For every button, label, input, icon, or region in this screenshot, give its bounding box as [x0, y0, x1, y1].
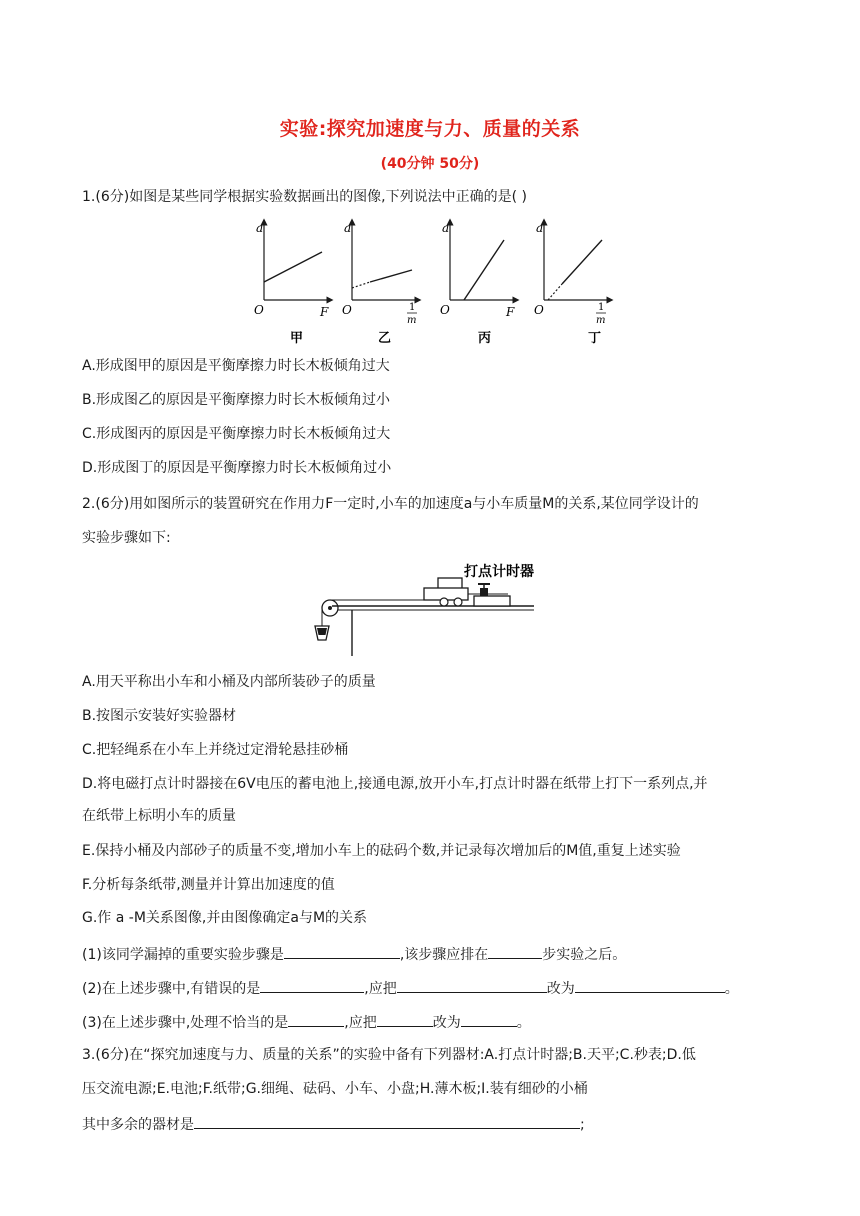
q2-sub1-text-c: 步实验之后。 — [542, 947, 627, 963]
q2-sub3-text-a: (3)在上述步骤中,处理不恰当的是 — [82, 1015, 289, 1031]
graph-jia-caption: 甲 — [290, 331, 304, 346]
q2-apparatus-figure — [312, 558, 552, 658]
graph-yi-xlabel-num: 1 — [409, 302, 416, 313]
graph-bing — [440, 221, 516, 346]
q2-sub2 — [82, 976, 739, 999]
graph-ding-dashed — [548, 284, 562, 300]
q3-line3 — [82, 1112, 585, 1135]
q3-stem-line1: 3.(6分)在“探究加速度与力、质量的关系”的实验中备有下列器材:A.打点计时器;B.天平;C.秒表;D.低 — [82, 1047, 696, 1063]
graph-ding-xlabel-den: m — [596, 315, 606, 326]
q2-sub1-text-b: ,该步骤应排在 — [399, 947, 489, 963]
q1-option-c: C.形成图丙的原因是平衡摩擦力时长木板倾角过大 — [82, 426, 391, 442]
q2-step-f: F.分析每条纸带,测量并计算出加速度的值 — [82, 877, 335, 893]
graph-jia-origin: O — [254, 303, 264, 317]
q2-sub3-blank2[interactable] — [377, 1010, 433, 1027]
ticker-timer — [474, 596, 510, 606]
q2-sub1-blank2[interactable] — [488, 942, 542, 959]
graph-yi-xlabel-den: m — [407, 315, 417, 326]
q2-step-e: E.保持小桶及内部砂子的质量不变,增加小车上的砝码个数,并记录每次增加后的M值,重复上述实验 — [82, 843, 681, 859]
graph-yi-dashed — [352, 282, 370, 288]
cart-wheel — [440, 598, 448, 606]
graph-ding-origin: O — [534, 303, 544, 317]
graph-yi-origin: O — [342, 303, 352, 317]
q3-line3-text-a: 其中多余的器材是 — [82, 1117, 194, 1133]
graph-ding-xlabel-num: 1 — [598, 302, 605, 313]
q1-graphs-figure — [252, 218, 672, 348]
q2-sub2-text-d: 。 — [724, 981, 739, 997]
graph-jia-line — [264, 252, 322, 282]
q1-option-a: A.形成图甲的原因是平衡摩擦力时长木板倾角过大 — [82, 358, 390, 374]
q1-option-d: D.形成图丁的原因是平衡摩擦力时长木板倾角过小 — [82, 460, 392, 476]
q2-sub1-text-a: (1)该同学漏掉的重要实验步骤是 — [82, 947, 284, 963]
q2-sub3-blank3[interactable] — [461, 1010, 517, 1027]
q2-step-b: B.按图示安装好实验器材 — [82, 708, 237, 724]
graph-jia — [254, 221, 330, 346]
q2-step-c: C.把轻绳系在小车上并绕过定滑轮悬挂砂桶 — [82, 742, 349, 758]
q1-stem: 1.(6分)如图是某些同学根据实验数据画出的图像,下列说法中正确的是( ) — [82, 189, 528, 205]
page-title: 实验:探究加速度与力、质量的关系 — [279, 118, 581, 140]
q2-sub3-text-b: ,应把 — [344, 1015, 377, 1031]
q2-step-a: A.用天平称出小车和小桶及内部所装砂子的质量 — [82, 674, 376, 690]
q2-sub3 — [82, 1010, 531, 1033]
q3-stem-line2: 压交流电源;E.电池;F.纸带;G.细绳、砝码、小车、小盘;H.薄木板;I.装有细砂的小桶 — [82, 1081, 588, 1097]
q2-sub1-blank1[interactable] — [284, 942, 400, 959]
q1-option-b: B.形成图乙的原因是平衡摩擦力时长木板倾角过小 — [82, 392, 391, 408]
graph-bing-line — [464, 240, 504, 300]
page-subtitle: (40分钟 50分) — [380, 156, 480, 172]
q2-sub2-blank2[interactable] — [397, 976, 547, 993]
q2-step-g: G.作 a -M关系图像,并由图像确定a与M的关系 — [82, 910, 368, 926]
q2-stem-line1: 2.(6分)用如图所示的装置研究在作用力F一定时,小车的加速度a与小车质量M的关系,某位同学设计的 — [82, 496, 699, 512]
graph-bing-origin: O — [440, 303, 450, 317]
q2-sub2-blank1[interactable] — [260, 976, 364, 993]
cart-wheel — [454, 598, 462, 606]
q2-sub1 — [82, 942, 626, 965]
graph-bing-xlabel: F — [506, 305, 515, 319]
q2-sub2-text-c: 改为 — [546, 981, 575, 997]
q2-step-d-cont: 在纸带上标明小车的质量 — [82, 808, 236, 824]
q2-sub2-text-b: ,应把 — [364, 981, 397, 997]
graph-ding-line — [562, 240, 602, 284]
graph-bing-caption: 丙 — [478, 331, 492, 346]
graph-ding-ylabel: a — [536, 221, 544, 235]
graph-yi-ylabel: a — [344, 221, 352, 235]
graph-yi-caption: 乙 — [378, 331, 392, 346]
graph-ding — [534, 221, 610, 346]
graph-yi — [342, 221, 418, 346]
graph-bing-ylabel: a — [442, 221, 450, 235]
graph-ding-caption: 丁 — [588, 331, 602, 346]
q2-sub3-text-d: 。 — [516, 1015, 531, 1031]
graph-yi-line — [370, 270, 412, 282]
q2-sub3-blank1[interactable] — [288, 1010, 344, 1027]
q2-sub3-text-c: 改为 — [432, 1015, 461, 1031]
q2-sub2-blank3[interactable] — [575, 976, 725, 993]
q3-line3-text-b: ; — [580, 1117, 585, 1133]
graph-jia-xlabel: F — [320, 305, 329, 319]
q3-blank[interactable] — [194, 1112, 580, 1129]
apparatus-label: 打点计时器 — [464, 564, 534, 580]
q2-sub2-text-a: (2)在上述步骤中,有错误的是 — [82, 981, 261, 997]
q2-stem-line2: 实验步骤如下: — [82, 530, 171, 546]
graph-jia-ylabel: a — [256, 221, 264, 235]
q2-step-d: D.将电磁打点计时器接在6V电压的蓄电池上,接通电源,放开小车,打点计时器在纸带上打下一系列点,并 — [82, 776, 708, 792]
